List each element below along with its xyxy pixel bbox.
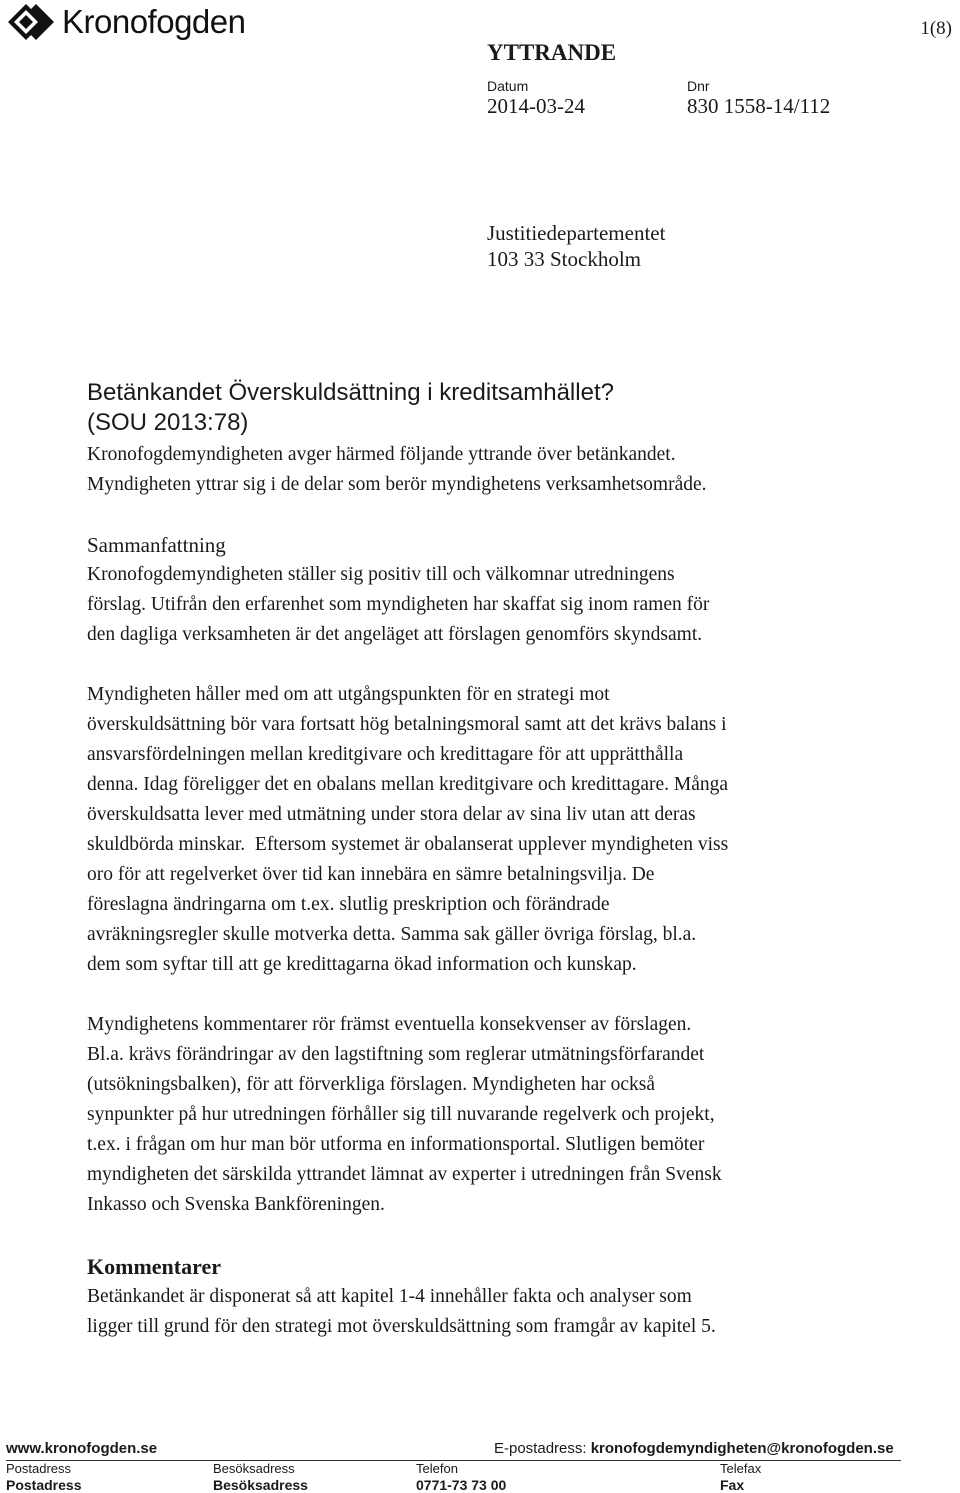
summary-line: Kronofogdemyndigheten ställer sig positiv till och välkomnar utredningens: [87, 564, 675, 585]
summary-line: förslag. Utifrån den erfarenhet som myndigheten har skaffat sig inom ramen för: [87, 594, 710, 615]
document-title: Betänkandet Överskuldsättning i kreditsamhället?: [87, 379, 614, 406]
paragraph-line: dem som syftar till att ge kredittagarna ökad information och kunskap.: [87, 954, 637, 975]
date-value: 2014-03-24: [487, 94, 585, 118]
paragraph-line: t.ex. i frågan om hur man bör utforma en informationsportal. Slutligen bemöter: [87, 1134, 705, 1155]
date-label: Datum: [487, 78, 529, 94]
paragraph-line: synpunkter på hur utredningen förhåller sig till nuvarande regelverk och projekt,: [87, 1104, 715, 1125]
page-number: 1(8): [920, 18, 952, 39]
footer-value: 0771-73 73 00: [416, 1477, 507, 1493]
paragraph-line: föreslagna ändringarna om t.ex. slutlig preskription och förändrade: [87, 894, 610, 915]
footer-value: Fax: [720, 1477, 745, 1493]
diamond-logo-icon: [6, 2, 56, 42]
recipient-address: [487, 220, 665, 272]
dnr-value: 830 1558-14/112: [687, 94, 831, 118]
summary-line: den dagliga verksamheten är det angeläget att förslagen genomförs skyndsamt.: [87, 624, 703, 645]
document-title: (SOU 2013:78): [87, 409, 249, 436]
logo-text: Kronofogden: [62, 3, 246, 40]
comments-line: Betänkandet är disponerat så att kapitel 1-4 innehåller fakta och analyser som: [87, 1286, 692, 1307]
paragraph-line: skuldbörda minskar. Eftersom systemet är obalanserat upplever myndigheten viss: [87, 834, 729, 855]
footer-label: Telefon: [416, 1461, 458, 1476]
kronofogden-logo: [6, 2, 246, 42]
paragraph-line: Bl.a. krävs förändringar av den lagstiftning som reglerar utmätningsförfarandet: [87, 1044, 705, 1065]
paragraph-line: Inkasso och Svenska Bankföreningen.: [87, 1194, 385, 1215]
email-info: [494, 1440, 894, 1457]
website-link[interactable]: www.kronofogden.se: [6, 1440, 158, 1457]
footer-label: Postadress: [6, 1461, 72, 1476]
footer-value: Besöksadress: [213, 1477, 308, 1493]
recipient-line: Justitiedepartementet: [487, 221, 666, 245]
email-label: E-postadress:: [494, 1440, 591, 1457]
recipient-line: 103 33 Stockholm: [487, 247, 642, 271]
paragraph-line: (utsökningsbalken), för att förverkliga förslagen. Myndigheten har också: [87, 1074, 656, 1095]
paragraph-line: avräkningsregler skulle motverka detta. Samma sak gäller övriga förslag, bl.a.: [87, 924, 697, 945]
footer-value: Postadress: [6, 1477, 82, 1493]
paragraph-line: Myndigheten håller med om att utgångspunkten för en strategi mot: [87, 684, 610, 705]
paragraph-line: Myndighetens kommentarer rör främst eventuella konsekvenser av förslagen.: [87, 1014, 692, 1035]
paragraph-line: överskuldsättning bör vara fortsatt hög betalningsmoral samt att det krävs balans i: [87, 714, 727, 735]
footer-label: Besöksadress: [213, 1461, 295, 1476]
summary-heading: Sammanfattning: [87, 533, 226, 557]
comments-line: ligger till grund för den strategi mot överskuldsättning som framgår av kapitel 5.: [87, 1316, 716, 1337]
intro-line: Myndigheten yttrar sig i de delar som berör myndighetens verksamhetsområde.: [87, 474, 707, 495]
paragraph-line: denna. Idag föreligger det en obalans mellan kreditgivare och kredittagare. Många: [87, 774, 729, 795]
paragraph-line: oro för att regelverket över tid kan innebära en sämre betalningsvilja. De: [87, 864, 655, 885]
dnr-label: Dnr: [687, 78, 710, 94]
footer-label: Telefax: [720, 1461, 762, 1476]
intro-line: Kronofogdemyndigheten avger härmed följande yttrande över betänkandet.: [87, 444, 676, 465]
document-type: YTTRANDE: [487, 40, 617, 65]
comments-heading: Kommentarer: [87, 1254, 221, 1279]
document-body: [87, 378, 937, 1342]
paragraph-line: överskuldsatta lever med utmätning under stora delar av sina liv utan att deras: [87, 804, 696, 825]
email-link[interactable]: kronofogdemyndigheten@kronofogden.se: [590, 1440, 894, 1457]
paragraph-line: myndigheten det särskilda yttrandet lämnat av experter i utredningen från Svensk: [87, 1164, 722, 1185]
paragraph-line: ansvarsfördelningen mellan kreditgivare och kredittagare för att upprätthålla: [87, 744, 684, 765]
